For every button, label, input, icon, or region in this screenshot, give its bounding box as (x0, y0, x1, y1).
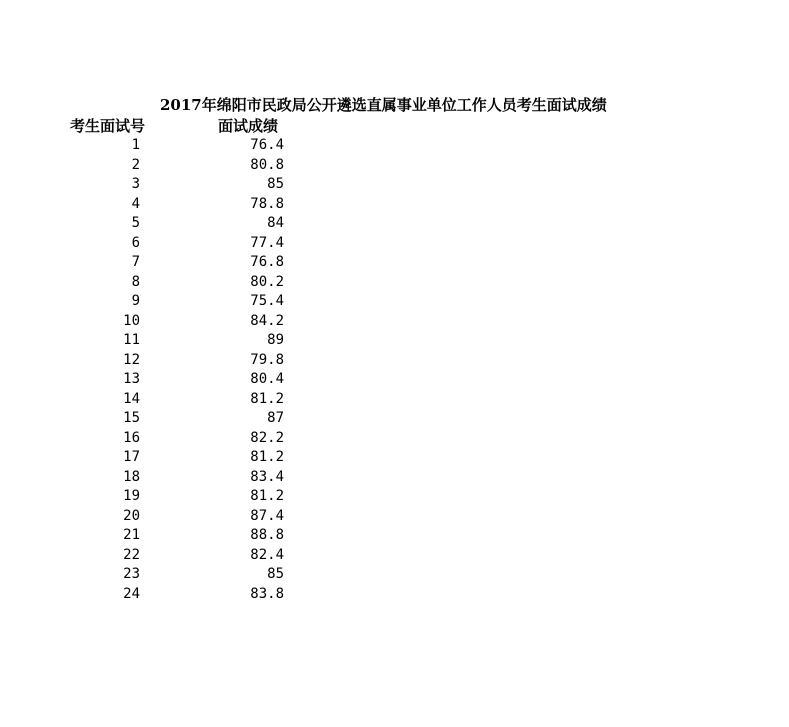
cell-candidate-id: 15 (123, 410, 140, 426)
table-row (0, 136, 789, 156)
cell-interview-score: 89 (267, 332, 284, 348)
table-row (0, 312, 789, 332)
column-header-id: 考生面试号 (70, 117, 146, 135)
cell-interview-score: 82.2 (250, 429, 284, 446)
cell-interview-score: 88.8 (250, 527, 284, 543)
table-row (0, 565, 789, 585)
cell-candidate-id: 24 (123, 585, 140, 602)
table-row (0, 448, 789, 468)
table-row (0, 234, 789, 254)
cell-candidate-id: 3 (131, 176, 140, 192)
cell-candidate-id: 10 (123, 312, 140, 329)
cell-interview-score: 84 (267, 215, 284, 231)
cell-interview-score: 85 (267, 566, 284, 582)
cell-candidate-id: 11 (123, 332, 140, 348)
cell-candidate-id: 13 (123, 371, 140, 387)
cell-candidate-id: 23 (123, 566, 140, 582)
cell-interview-score: 75.4 (250, 293, 284, 309)
cell-interview-score: 87 (267, 410, 284, 426)
table-row (0, 468, 789, 488)
cell-candidate-id: 20 (123, 507, 140, 524)
table-row (0, 195, 789, 215)
table-row (0, 390, 789, 410)
cell-candidate-id: 5 (131, 215, 140, 231)
table-row (0, 214, 789, 234)
cell-interview-score: 80.4 (250, 371, 284, 387)
cell-interview-score: 77.4 (250, 234, 284, 251)
table-row (0, 585, 789, 605)
cell-interview-score: 85 (267, 176, 284, 192)
cell-candidate-id: 14 (123, 390, 140, 407)
cell-interview-score: 80.8 (250, 156, 284, 173)
cell-interview-score: 81.2 (250, 488, 284, 504)
table-row (0, 526, 789, 546)
cell-interview-score: 79.8 (250, 351, 284, 368)
table-row (0, 273, 789, 293)
sheet-title: 2017年绵阳市民政局公开遴选直属事业单位工作人员考生面试成绩 (160, 96, 607, 114)
table-row (0, 487, 789, 507)
cell-candidate-id: 22 (123, 546, 140, 563)
cell-interview-score: 78.8 (250, 195, 284, 212)
cell-candidate-id: 21 (123, 527, 140, 543)
table-body (0, 136, 789, 604)
cell-candidate-id: 18 (123, 468, 140, 485)
cell-interview-score: 83.4 (250, 468, 284, 485)
cell-interview-score: 84.2 (250, 312, 284, 329)
cell-candidate-id: 9 (131, 293, 140, 309)
cell-candidate-id: 2 (131, 156, 140, 173)
cell-interview-score: 87.4 (250, 507, 284, 524)
cell-candidate-id: 12 (123, 351, 140, 368)
table-header-row (0, 116, 789, 136)
cell-candidate-id: 6 (131, 234, 140, 251)
cell-candidate-id: 4 (131, 195, 140, 212)
table-row (0, 156, 789, 176)
cell-candidate-id: 1 (131, 137, 140, 153)
table-row (0, 370, 789, 390)
table-row (0, 253, 789, 273)
cell-candidate-id: 16 (123, 429, 140, 446)
cell-candidate-id: 19 (123, 488, 140, 504)
cell-candidate-id: 8 (131, 273, 140, 290)
cell-candidate-id: 17 (123, 449, 140, 465)
cell-interview-score: 81.2 (250, 390, 284, 407)
cell-candidate-id: 7 (131, 254, 140, 270)
table-row (0, 507, 789, 527)
table-row (0, 292, 789, 312)
table-row (0, 546, 789, 566)
cell-interview-score: 76.8 (250, 254, 284, 270)
table-row (0, 331, 789, 351)
cell-interview-score: 83.8 (250, 585, 284, 602)
table-row (0, 409, 789, 429)
table-row (0, 351, 789, 371)
cell-interview-score: 80.2 (250, 273, 284, 290)
cell-interview-score: 76.4 (250, 137, 284, 153)
table-row (0, 429, 789, 449)
cell-interview-score: 81.2 (250, 449, 284, 465)
column-header-score: 面试成绩 (218, 117, 279, 135)
cell-interview-score: 82.4 (250, 546, 284, 563)
table-row (0, 175, 789, 195)
